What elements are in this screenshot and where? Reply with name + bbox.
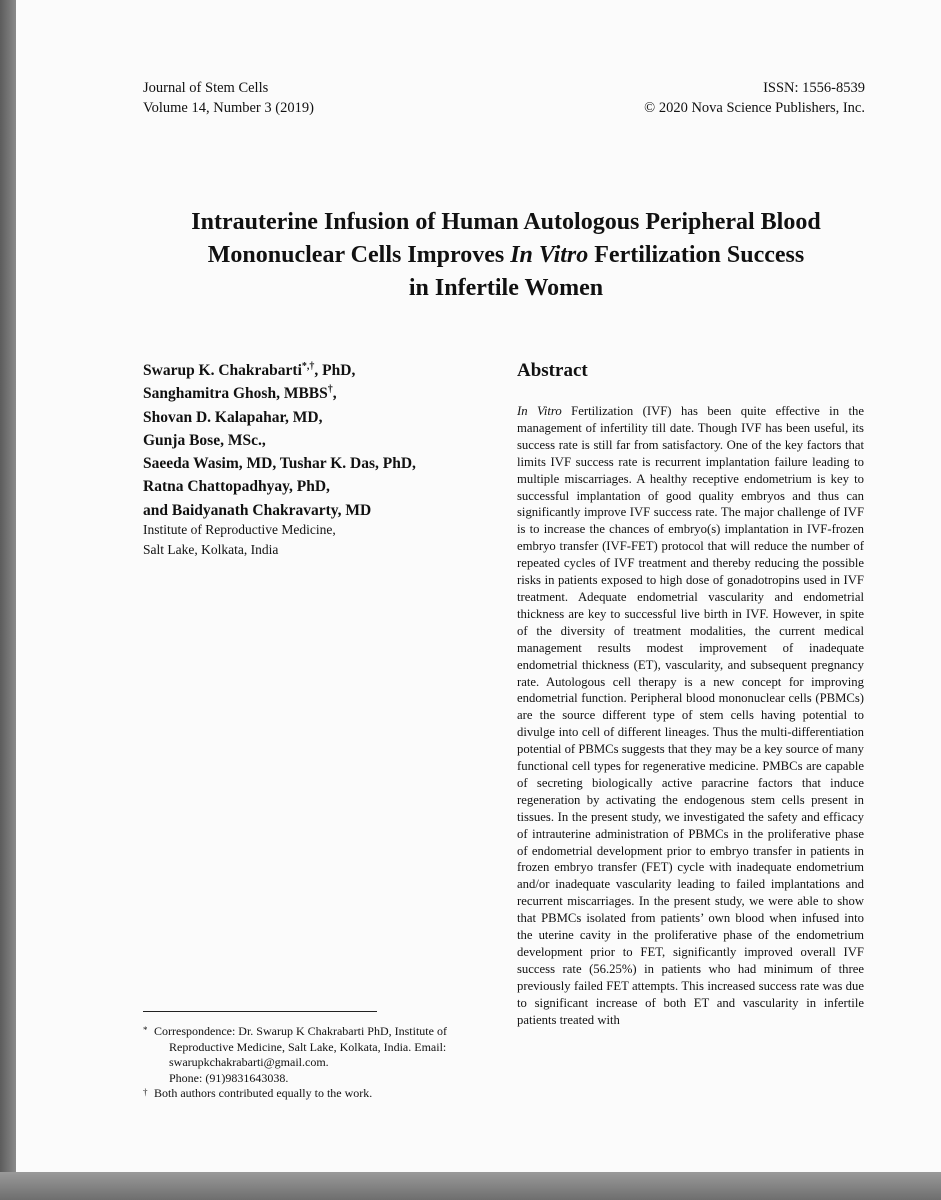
paper-title	[116, 206, 896, 305]
publication-info	[644, 78, 865, 118]
author-2-name: Sanghamitra Ghosh, MBBS	[143, 385, 328, 403]
author-5: Saeeda Wasim, MD, Tushar K. Das, PhD,	[143, 455, 416, 473]
footnote-equal-contribution	[143, 1086, 493, 1102]
footnote-correspondence	[143, 1024, 493, 1086]
footnote-2-text: Both authors contributed equally to the work.	[154, 1086, 373, 1100]
author-1-name: Swarup K. Chakrabarti	[143, 362, 302, 379]
journal-name: Journal of Stem Cells	[143, 80, 269, 96]
title-line-2-end: Fertilization Success	[588, 242, 805, 268]
abstract-text	[517, 403, 864, 1029]
title-line-3: in Infertile Women	[408, 275, 604, 301]
author-2-mark: †	[327, 384, 333, 396]
footnotes	[143, 1024, 493, 1102]
title-line-1: Intrauterine Infusion of Human Autologous Peripheral Blood	[191, 209, 821, 235]
abstract-heading: Abstract	[517, 360, 588, 381]
footnote-1-mark: *	[143, 1025, 148, 1035]
author-3: Shovan D. Kalapahar, MD,	[143, 408, 323, 426]
footnote-2-mark: †	[143, 1087, 148, 1097]
abstract-lead-italic: In Vitro	[517, 404, 562, 418]
title-line-2	[116, 239, 896, 272]
journal-header	[143, 78, 314, 118]
copyright: © 2020 Nova Science Publishers, Inc.	[644, 100, 865, 116]
document-page	[16, 0, 941, 1172]
author-6: Ratna Chattopadhyay, PhD,	[143, 478, 330, 496]
footnote-1-text: Correspondence: Dr. Swarup K Chakrabarti PhD, Institute of Reproductive Medicine, Salt Lake, Kolkata, India. Email: swarupkchakrabarti@gmail.com.	[154, 1024, 447, 1069]
affiliation-line-1: Institute of Reproductive Medicine,	[143, 522, 336, 537]
author-7: and Baidyanath Chakravarty, MD	[143, 501, 372, 519]
title-italic: In Vitro	[510, 242, 589, 268]
page-shadow-left	[0, 0, 16, 1200]
author-2	[143, 382, 503, 405]
issn: ISSN: 1556-8539	[763, 80, 865, 96]
author-1-degree: , PhD,	[314, 362, 356, 379]
affiliation	[143, 520, 336, 560]
page-shadow-bottom	[0, 1172, 941, 1200]
author-4: Gunja Bose, MSc.,	[143, 431, 266, 449]
abstract-body: Fertilization (IVF) has been quite effective in the management of infertility till date. Though IVF has been useful, its success rate is still far from satisfactory. One of the key factors that limits IVF success rate is recurrent implantation failure leading to multiple miscarriages. A healthy receptive endometrium is key to successful implantation of good quality embryos and thus can significantly improve IVF success rate. The major challenge of IVF is to increase the chances of embryo(s) implantation in IVF-frozen embryo transfer (IVF-FET) protocol that will reduce the number of repeated cycles of IVF treatment and thereby reducing the possible risks in patients exposed to high dose of gonadotropins used in IVF treatment. Adequate endometrial vascularity and endometrial thickness are key to successful live birth in IVF. However, in spite of the diversity of treatment modalities, the current medical management results modest improvement of inadequate endometrial thickness (ET), vascularity, and subsequent pregnancy rate. Autologous cell therapy is a new concept for improving endometrial function. Peripheral blood mononuclear cells (PBMCs) are the source different type of stem cells having potential to divulge into cell of different lineages. Thus the multi-differentiation potential of PBMCs suggests that they may be a key source of many functional cell types for regenerative medicine. PMBCs are capable of secreting biologically active paracrine factors that induce regeneration by activating the endogenous stem cells present in tissues. In the present study, we investigated the safety and efficacy of intrauterine administration of PBMCs in the proliferative phase of endometrial development prior to embryo transfer in patients in frozen embryo transfer (FET) cycle with inadequate endometrium and/or inadequate vascularity leading to failed implantations and recurrent miscarriages. In the present study, we were able to show that PBMCs isolated from patients’ own blood when infused into the uterine cavity in the proliferative phase of the endometrium development prior to FET, significantly improved overall IVF success rate (56.25%) in patients who had minimum of three previously failed FET attempts. This increased success rate was due to significant increase of both ET and vascularity in infertile patients treated with	[517, 404, 864, 1027]
author-1	[143, 359, 503, 382]
author-1-mark: *,†	[301, 360, 315, 372]
journal-volume: Volume 14, Number 3 (2019)	[143, 100, 314, 116]
author-list	[143, 359, 503, 522]
author-2-tail: ,	[332, 385, 337, 403]
title-line-2-start: Mononuclear Cells Improves	[207, 242, 511, 268]
affiliation-line-2: Salt Lake, Kolkata, India	[143, 542, 279, 557]
footnote-divider	[143, 1011, 377, 1012]
footnote-1-phone: Phone: (91)9831643038.	[169, 1070, 289, 1085]
